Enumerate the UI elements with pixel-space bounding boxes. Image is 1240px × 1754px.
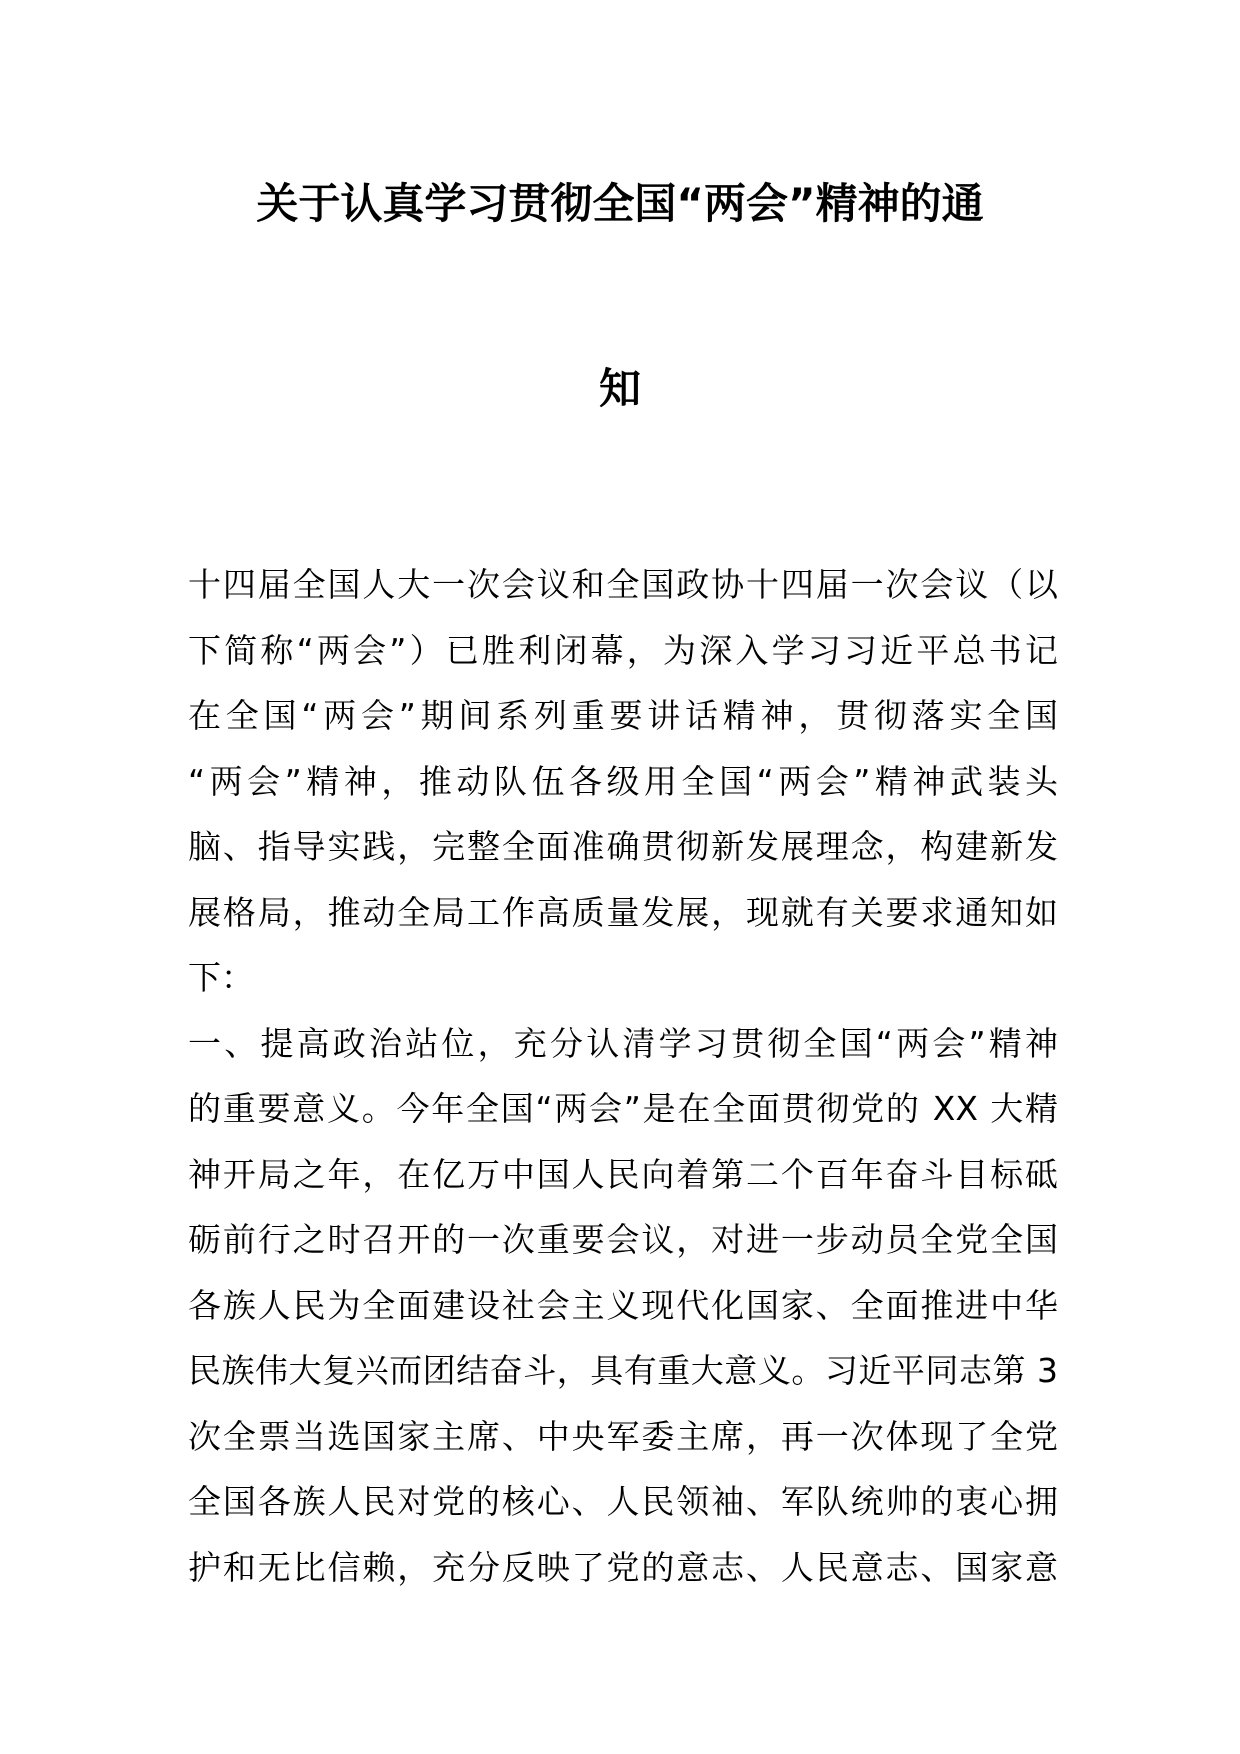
body-line: 各族人民为全面建设社会主义现代化国家、全面推进中华	[188, 1285, 1058, 1325]
body-line: 的重要意义。今年全国“两会”是在全面贯彻党的 XX 大精	[188, 1089, 1058, 1128]
body-line: 神开局之年，在亿万中国人民向着第二个百年奋斗目标砥	[188, 1154, 1058, 1194]
body-line: 脑、指导实践，完整全面准确贯彻新发展理念，构建新发	[188, 827, 1058, 866]
body-line: 十四届全国人大一次会议和全国政协十四届一次会议（以	[188, 565, 1058, 604]
body-line: 下：	[188, 958, 254, 997]
body-line: “两会”精神，推动队伍各级用全国“两会”精神武装头	[188, 761, 1058, 801]
document-title-line-1: 关于认真学习贯彻全国“两会”精神的通	[256, 179, 984, 228]
body-line: 民族伟大复兴而团结奋斗，具有重大意义。习近平同志第 3	[188, 1351, 1058, 1390]
body-line: 一、提高政治站位，充分认清学习贯彻全国“两会”精神	[188, 1023, 1058, 1063]
document-title-line-2: 知	[598, 364, 641, 413]
body-line: 次全票当选国家主席、中央军委主席，再一次体现了全党	[188, 1416, 1058, 1456]
body-line: 全国各族人民对党的核心、人民领袖、军队统帅的衷心拥	[188, 1482, 1058, 1521]
body-line: 砺前行之时召开的一次重要会议，对进一步动员全党全国	[188, 1220, 1058, 1259]
body-line: 下简称“两会”）已胜利闭幕，为深入学习习近平总书记	[188, 630, 1058, 670]
body-line: 在全国“两会”期间系列重要讲话精神，贯彻落实全国	[188, 696, 1058, 735]
body-line: 护和无比信赖，充分反映了党的意志、人民意志、国家意	[188, 1547, 1058, 1587]
document-body	[188, 552, 1058, 1600]
body-line: 展格局，推动全局工作高质量发展，现就有关要求通知如	[188, 892, 1058, 932]
